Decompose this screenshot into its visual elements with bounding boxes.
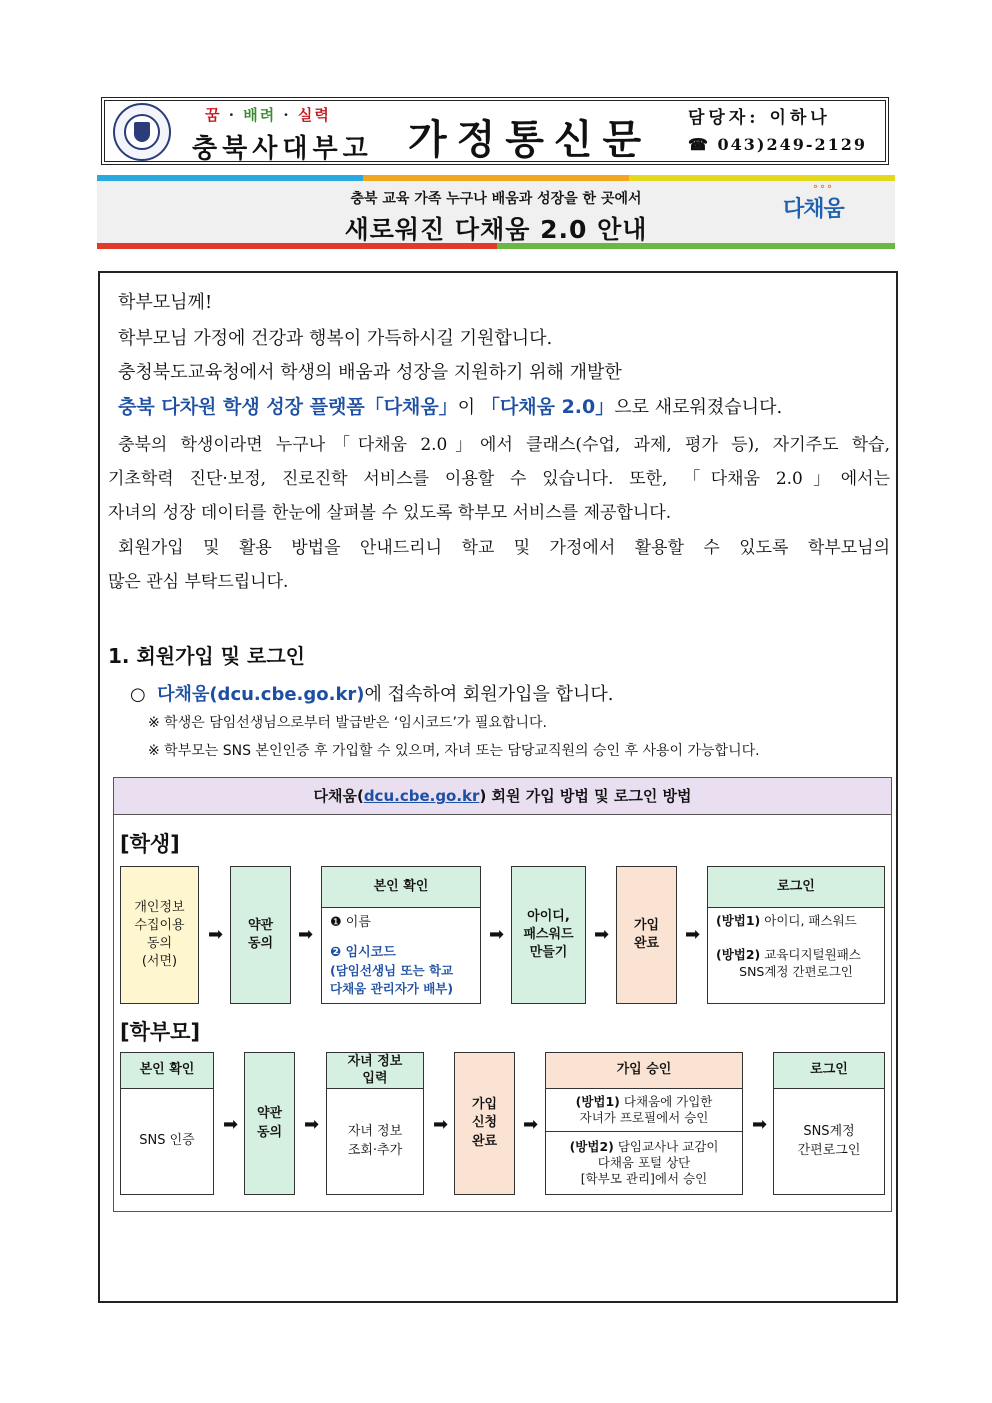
- letter-line-2: 충청북도교육청에서 학생의 배움과 성장을 지원하기 위해 개발한: [118, 362, 622, 383]
- student-step-login-body: (방법1) 아이디, 패스워드 (방법2) 교육디지털원패스 SNS계정 간편로그인: [707, 907, 885, 1004]
- student-group-label: [학생]: [120, 832, 180, 856]
- parent-step-approval-head: 가입 승인: [545, 1052, 743, 1089]
- parent-step-terms: 약관 동의: [244, 1052, 295, 1195]
- parent-step-identity-body: SNS 인증: [120, 1088, 214, 1195]
- dachaeum-logo: °°° 다채움: [783, 184, 844, 222]
- school-motto: 꿈 · 배려 · 실력: [205, 106, 331, 124]
- student-step-create-account: 아이디, 패스워드 만들기: [511, 866, 586, 1004]
- arrow-icon: ➡: [433, 1114, 449, 1135]
- parent-step-application-complete: 가입 신청 완료: [454, 1052, 515, 1195]
- student-step-privacy-consent: 개인정보 수집이용 동의 (서면): [120, 866, 199, 1004]
- banner-title: 새로워진 다채움 2.0 안내: [344, 215, 648, 244]
- parent-step-approval-method1: (방법1) 다채움에 가입한 자녀가 프로필에서 승인: [545, 1088, 743, 1132]
- arrow-icon: ➡: [298, 924, 314, 945]
- student-note: ※ 학생은 담임선생님으로부터 발급받은 ‘임시코드’가 필요합니다.: [148, 715, 547, 731]
- letter-para3-line1: 회원가입 및 활용 방법을 안내드리니 학교 및 가정에서 활용할 수 있도록 학부모님의: [118, 538, 890, 558]
- student-step-terms: 약관 동의: [230, 866, 291, 1004]
- parent-step-child-info-head: 자녀 정보 입력: [326, 1052, 424, 1089]
- parent-note: ※ 학부모는 SNS 본인인증 후 가입할 수 있으며, 자녀 또는 담당교직원의 승인 후 사용이 가능합니다.: [148, 743, 760, 759]
- parent-step-login-body: SNS계정 간편로그인: [773, 1088, 885, 1195]
- arrow-icon: ➡: [223, 1114, 239, 1135]
- school-name: 충북사대부고: [192, 134, 373, 164]
- arrow-icon: ➡: [523, 1114, 539, 1135]
- letter-para3-line2: 많은 관심 부탁드립니다.: [108, 572, 289, 592]
- arrow-icon: ➡: [304, 1114, 320, 1135]
- student-step-identity-body: ❶ 이름 ❷ 임시코드 (담임선생님 또는 학교 다채움 관리자가 배부): [321, 907, 481, 1004]
- parent-step-child-info-body: 자녀 정보 조회·추가: [326, 1088, 424, 1195]
- arrow-icon: ➡: [489, 924, 505, 945]
- letter-para2-line3: 자녀의 성장 데이터를 한눈에 살펴볼 수 있도록 학부모 서비스를 제공합니다.: [108, 503, 672, 523]
- letter-para2-line2: 기초학력 진단·보정, 진로진학 서비스를 이용할 수 있습니다. 또한, 「다채움 2.0」에서는: [108, 469, 890, 489]
- signup-bullet: ○ 다채움(dcu.cbe.go.kr)에 접속하여 회원가입을 합니다.: [130, 684, 614, 705]
- student-step-login-head: 로그인: [707, 866, 885, 908]
- arrow-icon: ➡: [208, 924, 224, 945]
- letter-para2-line1: 충북의 학생이라면 누구나「다채움 2.0」에서 클래스(수업, 과제, 평가 등), 자기주도 학습,: [118, 435, 890, 455]
- student-step-identity-head: 본인 확인: [321, 866, 481, 908]
- student-step-complete: 가입 완료: [616, 866, 677, 1004]
- greeting: 학부모님께!: [118, 292, 213, 313]
- letter-line-1: 학부모님 가정에 건강과 행복이 가득하시길 기원합니다.: [118, 328, 553, 349]
- banner-subtitle: 충북 교육 가족 누구나 배움과 성장을 한 곳에서: [350, 191, 642, 207]
- dachaeum-link[interactable]: 다채움(dcu.cbe.go.kr): [157, 684, 365, 705]
- parent-step-login-head: 로그인: [773, 1052, 885, 1089]
- parent-group-label: [학부모]: [120, 1020, 201, 1044]
- parent-step-identity-head: 본인 확인: [120, 1052, 214, 1089]
- letter-line-3: 충북 다차원 학생 성장 플랫폼「다채움」이 「다채움 2.0」으로 새로워졌습니다.: [118, 396, 783, 418]
- contact-phone: ☎ 043)249-2129: [688, 135, 868, 154]
- section-title: 1. 회원가입 및 로그인: [108, 644, 305, 668]
- diagram-header: 다채움(dcu.cbe.go.kr) 회원 가입 방법 및 로그인 방법: [114, 778, 891, 815]
- parent-step-approval-method2: (방법2) 담임교사나 교감이 다채움 포털 상단 [학부모 관리]에서 승인: [545, 1131, 743, 1195]
- contact-person: 담당자: 이하나: [688, 108, 831, 128]
- school-emblem-logo: [113, 103, 171, 161]
- document-title: 가정통신문: [408, 117, 652, 163]
- arrow-icon: ➡: [685, 924, 701, 945]
- arrow-icon: ➡: [594, 924, 610, 945]
- arrow-icon: ➡: [752, 1114, 768, 1135]
